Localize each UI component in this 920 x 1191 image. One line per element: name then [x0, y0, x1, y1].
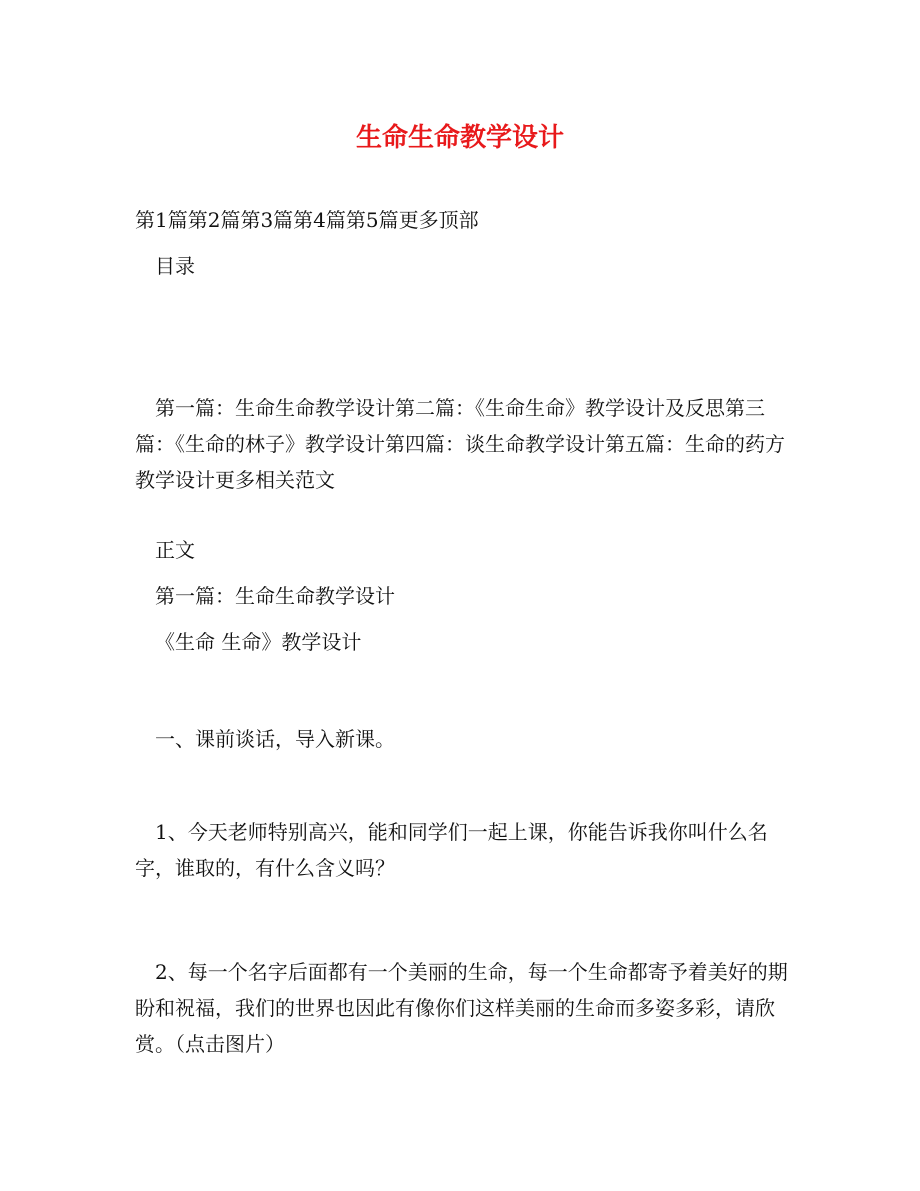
paragraph-item-2: 2、每一个名字后面都有一个美丽的生命，每一个生命都寄予着美好的期盼和祝福，我们的世界也因此有像你们这样美丽的生命而多姿多彩，请欣赏。（点击图片）: [135, 960, 788, 1056]
part-title: 第一篇：生命生命教学设计: [155, 584, 395, 608]
toc-list[interactable]: 第一篇：生命生命教学设计第二篇：《生命生命》教学设计及反思第三篇：《生命的林子》教学设计第四篇：谈生命教学设计第五篇：生命的药方教学设计更多相关范文: [135, 396, 785, 492]
paragraph-item-1: 1、今天老师特别高兴，能和同学们一起上课，你能告诉我你叫什么名字，谁取的，有什么含义吗？: [135, 820, 768, 880]
document-title: 生命生命教学设计: [355, 123, 564, 153]
body-heading: 正文: [155, 538, 195, 562]
chapter-nav-links[interactable]: 第1篇第2篇第3篇第4篇第5篇更多顶部: [135, 208, 479, 232]
section-heading-1: 一、课前谈话，导入新课。: [155, 727, 395, 751]
toc-heading: 目录: [155, 254, 195, 278]
lesson-title: 《生命 生命》教学设计: [155, 630, 362, 654]
